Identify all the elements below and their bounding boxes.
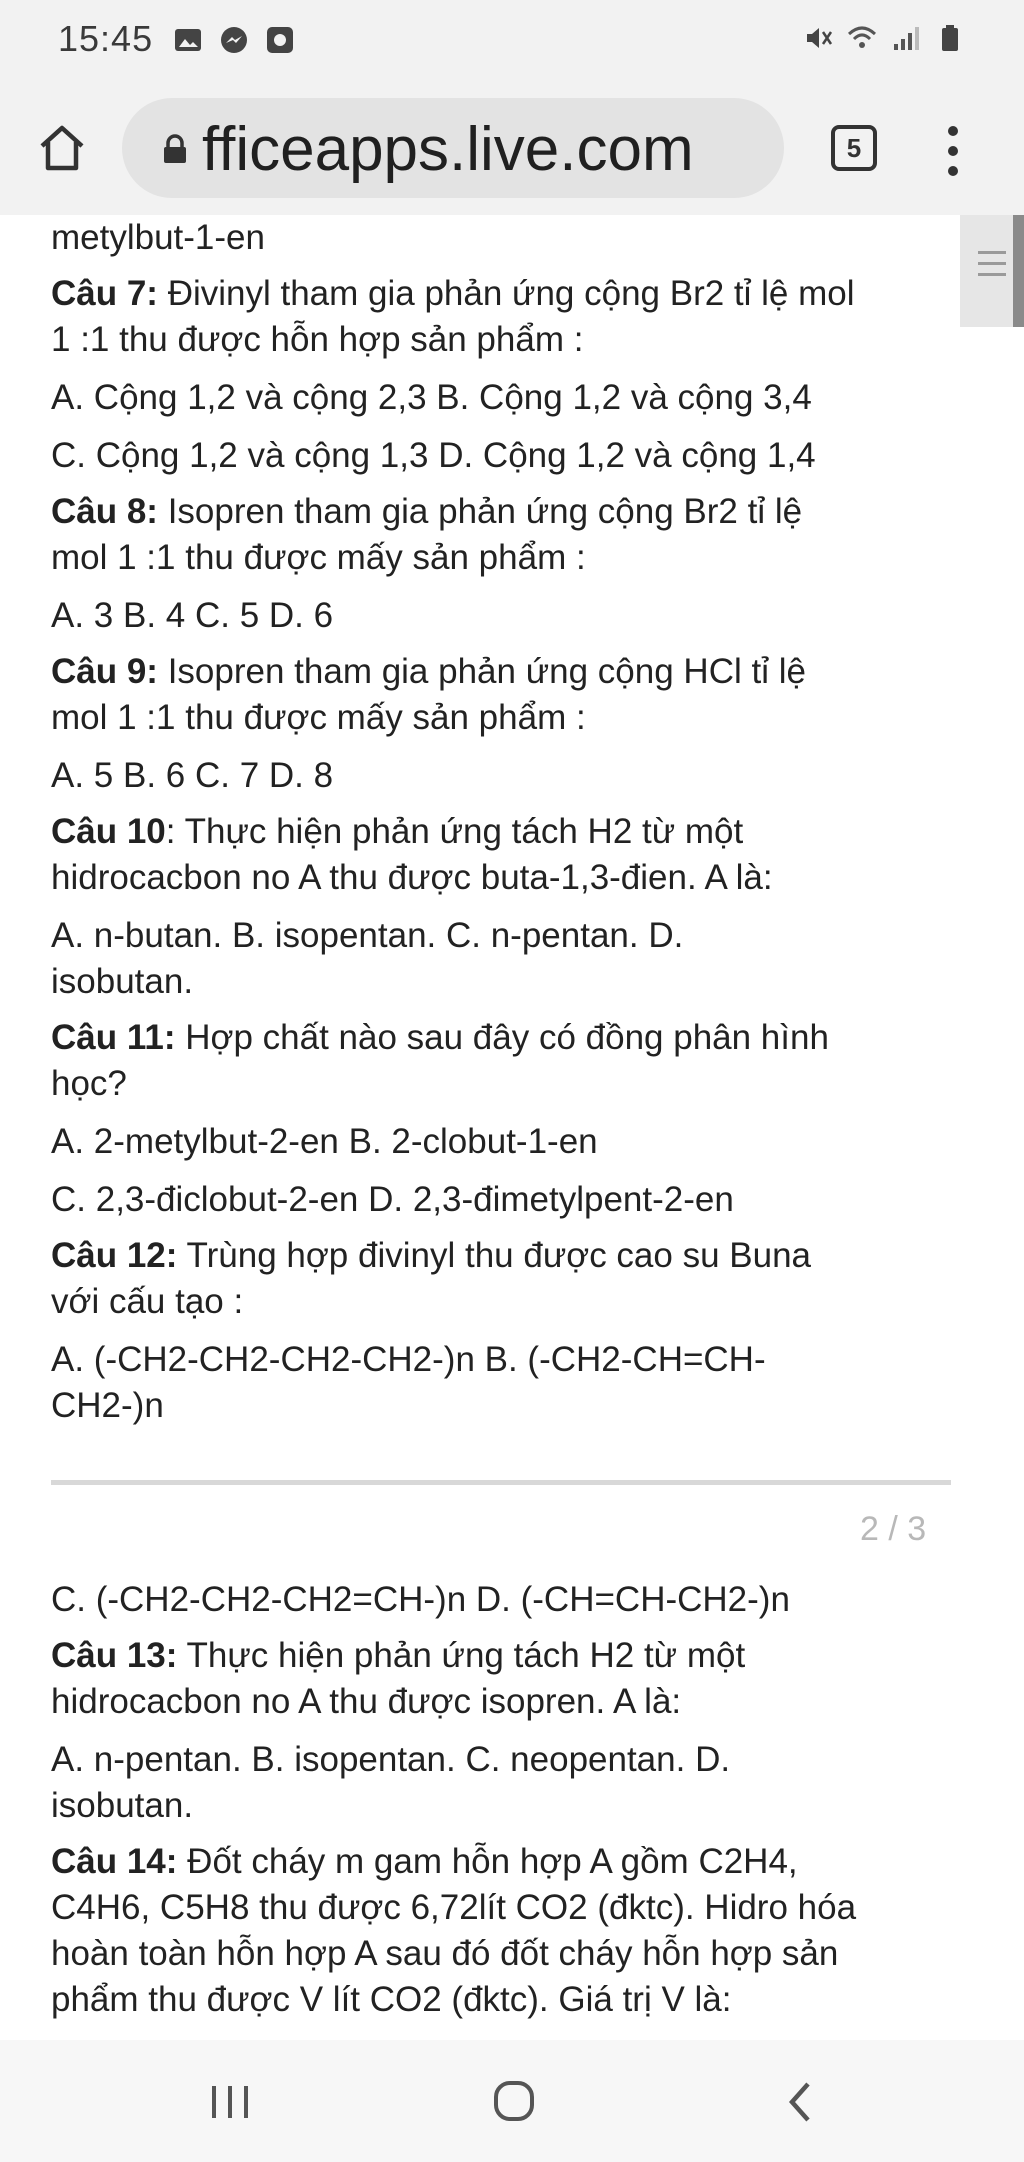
messenger-icon [218, 24, 250, 56]
text-line [51, 535, 961, 581]
line-text: C4H6, C5H8 thu được 6,72lít CO2 (đktc). Hidro hóa [51, 1888, 857, 1927]
home-icon[interactable] [34, 120, 90, 176]
line-text: Trùng hợp đivinyl thu được cao su Buna [177, 1236, 812, 1275]
line-text: mol 1 :1 thu được mấy sản phẩm : [51, 538, 586, 577]
question-label: Câu 14: [51, 1842, 178, 1881]
notification-icons [172, 24, 296, 56]
line-text: với cấu tạo : [51, 1282, 244, 1321]
text-line [51, 1383, 961, 1429]
line-text: hoàn toàn hỗn hợp A sau đó đốt cháy hỗn hợp sản [51, 1934, 839, 1973]
browser-toolbar [0, 80, 1024, 215]
text-line [51, 649, 961, 695]
text-line [51, 1737, 961, 1783]
line-text: isobutan. [51, 962, 194, 1001]
line-text: Isopren tham gia phản ứng cộng HCl tỉ lệ [157, 652, 806, 691]
line-text: A. n-pentan. B. isopentan. C. neopentan. D. [51, 1740, 731, 1779]
line-text: Hợp chất nào sau đây có đồng phân hình [175, 1018, 829, 1057]
text-line [51, 1061, 961, 1107]
text-line [51, 695, 961, 741]
question-label: Câu 8: [51, 492, 158, 531]
mute-icon [802, 22, 834, 54]
text-line [51, 1015, 961, 1061]
question-label: Câu 12: [51, 1236, 178, 1275]
line-text: C. (-CH2-CH2-CH2=CH-)n D. (-CH=CH-CH2-)n [51, 1580, 790, 1619]
menu-icon[interactable] [938, 122, 968, 182]
scrollbar-thumb[interactable] [1013, 215, 1024, 327]
text-line [51, 1177, 961, 1223]
text-line [51, 593, 961, 639]
line-text: A. 2-metylbut-2-en B. 2-clobut-1-en [51, 1122, 598, 1161]
text-line [51, 1885, 961, 1931]
text-line [51, 271, 961, 317]
text-line [51, 809, 961, 855]
home-button-icon[interactable] [490, 2080, 538, 2124]
line-text: Isopren tham gia phản ứng cộng Br2 tỉ lệ [157, 492, 803, 531]
question-label: Câu 7: [51, 274, 158, 313]
system-icons [802, 22, 966, 54]
question-label: Câu 10 [51, 812, 166, 851]
line-text: Thực hiện phản ứng tách H2 từ một [177, 1636, 746, 1675]
text-line [51, 1839, 961, 1885]
line-text: mol 1 :1 thu được mấy sản phẩm : [51, 698, 586, 737]
question-label: Câu 13: [51, 1636, 178, 1675]
line-text: isobutan. [51, 1786, 194, 1825]
text-line [51, 1279, 961, 1325]
text-line [51, 913, 961, 959]
text-line [51, 489, 961, 535]
text-line [51, 753, 961, 799]
line-text: CH2-)n [51, 1386, 164, 1425]
line-text: metylbut-1-en [51, 218, 265, 257]
line-text: C. Cộng 1,2 và cộng 1,3 D. Cộng 1,2 và cộng 1,4 [51, 436, 816, 475]
status-time: 15:45 [58, 18, 154, 59]
back-icon[interactable] [778, 2080, 826, 2124]
battery-icon [934, 22, 966, 54]
text-line [51, 1977, 961, 2023]
text-line [51, 1679, 961, 1725]
text-line [51, 433, 961, 479]
line-text: C. 2,3-điclobut-2-en D. 2,3-đimetylpent-2-en [51, 1180, 734, 1219]
page-divider [51, 1480, 951, 1485]
text-line [51, 1119, 961, 1165]
text-line [51, 1577, 961, 1623]
question-label: Câu 11: [51, 1018, 176, 1057]
text-line [51, 215, 961, 261]
document-viewer[interactable] [0, 215, 1024, 2040]
line-text: A. 3 B. 4 C. 5 D. 6 [51, 596, 334, 635]
wifi-icon [846, 22, 878, 54]
document-page-2 [51, 1577, 961, 2023]
line-text: hidrocacbon no A thu được isopren. A là: [51, 1682, 682, 1721]
line-text: học? [51, 1064, 127, 1103]
text-line [51, 959, 961, 1005]
line-text: Đivinyl tham gia phản ứng cộng Br2 tỉ lệ mol [157, 274, 855, 313]
text-line [51, 1931, 961, 1977]
app-icon [264, 24, 296, 56]
text-line [51, 317, 961, 363]
line-text: A. 5 B. 6 C. 7 D. 8 [51, 756, 334, 795]
url-text: fficeapps.live.com [202, 115, 694, 184]
line-text: Đốt cháy m gam hỗn hợp A gồm C2H4, [177, 1842, 798, 1881]
line-text: 1 :1 thu được hỗn hợp sản phẩm : [51, 320, 584, 359]
tab-switcher-button[interactable]: 5 [831, 125, 877, 171]
text-line [51, 1633, 961, 1679]
line-text: phẩm thu được V lít CO2 (đktc). Giá trị V là: [51, 1980, 732, 2019]
page-indicator: 2 / 3 [860, 1510, 927, 1548]
status-bar [0, 0, 1024, 80]
text-line [51, 1233, 961, 1279]
text-line [51, 375, 961, 421]
line-text: A. n-butan. B. isopentan. C. n-pentan. D. [51, 916, 684, 955]
image-icon [172, 24, 204, 56]
line-text: A. Cộng 1,2 và cộng 2,3 B. Cộng 1,2 và cộng 3,4 [51, 378, 812, 417]
lock-icon [162, 134, 188, 164]
navigation-bar [0, 2040, 1024, 2162]
address-bar[interactable] [122, 98, 784, 198]
recent-apps-icon[interactable] [206, 2080, 254, 2124]
signal-icon [890, 22, 922, 54]
question-label: Câu 9: [51, 652, 158, 691]
line-text: hidrocacbon no A thu được buta-1,3-đien. A là: [51, 858, 773, 897]
document-page-1 [51, 215, 961, 1429]
line-text: : Thực hiện phản ứng tách H2 từ một [165, 812, 744, 851]
text-line [51, 855, 961, 901]
text-line [51, 1783, 961, 1829]
text-line [51, 1337, 961, 1383]
line-text: A. (-CH2-CH2-CH2-CH2-)n B. (-CH2-CH=CH- [51, 1340, 766, 1379]
